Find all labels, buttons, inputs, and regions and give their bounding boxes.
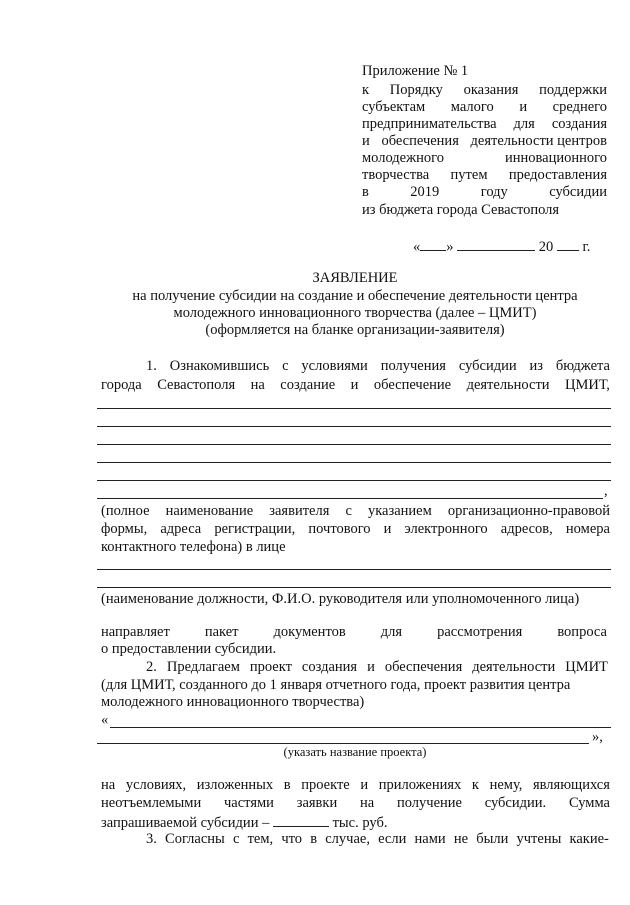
- word: частями: [224, 795, 274, 811]
- word: с: [345, 503, 352, 519]
- fill-line: [97, 462, 611, 463]
- word: предпринимательства: [362, 116, 497, 132]
- word: оказания: [463, 82, 519, 98]
- word: молодежного: [362, 150, 444, 166]
- word: бюджета: [555, 358, 610, 374]
- appendix-title: Приложение № 1: [362, 63, 469, 79]
- word: создания: [551, 116, 607, 132]
- word: и: [350, 377, 359, 393]
- para2-line-4: [101, 777, 610, 794]
- word: приложениях: [378, 777, 462, 793]
- fill-line: [110, 727, 611, 728]
- date-line: [413, 236, 590, 256]
- para2-line-6: [101, 812, 387, 832]
- word: предоставления: [508, 167, 607, 183]
- word: Ознакомившись: [169, 358, 270, 374]
- word: вопроса: [557, 624, 607, 640]
- project-name-caption: (указать название проекта): [283, 745, 427, 759]
- word: какие-: [569, 831, 609, 847]
- word: получение: [396, 795, 462, 811]
- fill-line: [97, 569, 611, 570]
- word: почтового: [308, 521, 371, 537]
- applicant-caption-1: [101, 503, 610, 520]
- word: регистрации,: [214, 521, 296, 537]
- word: субсидии: [458, 358, 517, 374]
- word: деятельности центров: [470, 133, 607, 149]
- subtitle-line-3: (оформляется на бланке организации-заявителя): [205, 322, 505, 338]
- fill-line: [97, 480, 611, 481]
- fill-line: [97, 408, 611, 409]
- appendix-line: [362, 167, 607, 184]
- word: деятельности: [472, 659, 556, 675]
- word: и: [519, 99, 528, 115]
- fill-line: [97, 743, 589, 744]
- word: тем,: [247, 831, 274, 847]
- word: в: [283, 777, 291, 793]
- word: к: [362, 82, 370, 98]
- word: электронного: [404, 521, 488, 537]
- word: к: [471, 777, 479, 793]
- applicant-caption-2: [101, 521, 610, 538]
- applicant-caption-3: контактного телефона) в лице: [101, 539, 286, 555]
- word: 1.: [146, 358, 157, 374]
- word: если: [378, 831, 407, 847]
- word: с: [282, 358, 289, 374]
- word: создание: [280, 377, 336, 393]
- word: Севастополя: [157, 377, 236, 393]
- word: получения: [380, 358, 446, 374]
- para1-line-2: [101, 377, 610, 394]
- subsidy-amount-label: запрашиваемой субсидии –: [101, 815, 270, 831]
- para1-line-1: [146, 358, 610, 375]
- word: инновационного: [505, 150, 607, 166]
- project-close-quote: »,: [592, 729, 603, 745]
- word: Сумма: [568, 795, 610, 811]
- word: и: [367, 659, 375, 675]
- word: заявки: [296, 795, 338, 811]
- appendix-line: [362, 99, 607, 116]
- word: на: [359, 795, 375, 811]
- word: с: [232, 831, 240, 847]
- word: направляет: [101, 624, 170, 640]
- word: неотъемлемыми: [101, 795, 202, 811]
- para2-line-1: [146, 659, 608, 676]
- project-open-quote: «: [101, 712, 109, 728]
- year-blank: [557, 236, 579, 251]
- day-blank: [420, 236, 446, 251]
- word: году: [480, 184, 508, 200]
- word: поддержки: [539, 82, 607, 98]
- subtitle-line-1: на получение субсидии на создание и обеспечение деятельности центра: [132, 288, 578, 304]
- para1-line-5: [101, 624, 607, 641]
- word: адреса: [160, 521, 202, 537]
- word: обеспечения: [384, 659, 463, 675]
- date-open-quote: «: [413, 239, 421, 255]
- word: и: [383, 521, 392, 537]
- fill-line: [97, 444, 611, 445]
- subtitle-line-2: молодежного инновационного творчества (далее – ЦМИТ): [173, 305, 537, 321]
- word: проект: [249, 659, 292, 675]
- word: что: [281, 831, 303, 847]
- word: малого: [450, 99, 494, 115]
- word: обеспечение: [373, 377, 452, 393]
- word: условиями: [301, 358, 368, 374]
- word: формы,: [101, 521, 148, 537]
- word: и: [360, 777, 369, 793]
- word: субсидии: [549, 184, 607, 200]
- appendix-line: [362, 82, 607, 99]
- para2-line-2: (для ЦМИТ, созданного до 1 января отчетного года, проект развития центра: [101, 677, 571, 693]
- fill-line: [97, 498, 603, 499]
- fill-line: [97, 587, 611, 588]
- date-close-quote: »: [446, 239, 454, 255]
- word: наименование: [165, 503, 254, 519]
- word: адресов,: [500, 521, 553, 537]
- word: обеспечения: [381, 133, 459, 149]
- word: являющихся: [532, 777, 610, 793]
- word: творчества: [362, 167, 430, 183]
- word: организационно-правовой: [447, 503, 610, 519]
- word: Согласны: [165, 831, 225, 847]
- word: из: [529, 358, 543, 374]
- word: нами: [414, 831, 446, 847]
- word: ЦМИТ: [565, 659, 608, 675]
- para1-line-6: о предоставлении субсидии.: [101, 641, 277, 657]
- word: были: [476, 831, 509, 847]
- word: и: [362, 133, 370, 149]
- word: среднего: [552, 99, 607, 115]
- word: проекте: [301, 777, 350, 793]
- word: заявителя: [269, 503, 330, 519]
- word: (полное: [101, 503, 150, 519]
- appendix-line: [362, 150, 607, 167]
- word: в: [310, 831, 318, 847]
- year-prefix: 20: [538, 239, 554, 255]
- month-blank: [457, 236, 535, 251]
- word: для: [380, 624, 403, 640]
- word: Предлагаем: [166, 659, 240, 675]
- fill-line: [97, 426, 611, 427]
- word: города: [101, 377, 142, 393]
- para2-line-5: [101, 795, 610, 812]
- word: на: [101, 777, 116, 793]
- word: пакет: [204, 624, 239, 640]
- trailing-comma: ,: [604, 483, 608, 499]
- document-title: ЗАЯВЛЕНИЕ: [312, 270, 398, 286]
- word: 2.: [146, 659, 157, 675]
- appendix-line: [362, 116, 607, 133]
- word: создания: [301, 659, 358, 675]
- word: указанием: [367, 503, 432, 519]
- word: номера: [565, 521, 610, 537]
- subsidy-amount-blank: [273, 812, 329, 827]
- para2-line-3: молодежного инновационного творчества): [101, 694, 365, 710]
- word: ЦМИТ,: [565, 377, 610, 393]
- para3-line-1: [146, 831, 609, 848]
- word: случае,: [325, 831, 370, 847]
- subsidy-amount-unit: тыс. руб.: [332, 815, 388, 831]
- word: деятельности: [466, 377, 550, 393]
- word: в: [362, 184, 369, 200]
- word: для: [513, 116, 535, 132]
- word: путем: [450, 167, 488, 183]
- appendix-line: [362, 184, 607, 201]
- word: документов: [273, 624, 346, 640]
- word: субсидии.: [484, 795, 547, 811]
- word: 2019: [410, 184, 440, 200]
- word: Порядку: [389, 82, 443, 98]
- word: учтены: [516, 831, 562, 847]
- appendix-line: [362, 133, 607, 150]
- appendix-last-line: из бюджета города Севастополя: [362, 202, 560, 218]
- word: не: [453, 831, 469, 847]
- word: условиях,: [125, 777, 187, 793]
- word: 3.: [146, 831, 157, 847]
- official-caption: (наименование должности, Ф.И.О. руководителя или уполномоченного лица): [101, 591, 580, 607]
- word: субъектам: [362, 99, 426, 115]
- word: изложенных: [196, 777, 274, 793]
- word: рассмотрения: [437, 624, 523, 640]
- year-suffix: г.: [582, 239, 591, 255]
- word: нему,: [489, 777, 523, 793]
- word: на: [250, 377, 265, 393]
